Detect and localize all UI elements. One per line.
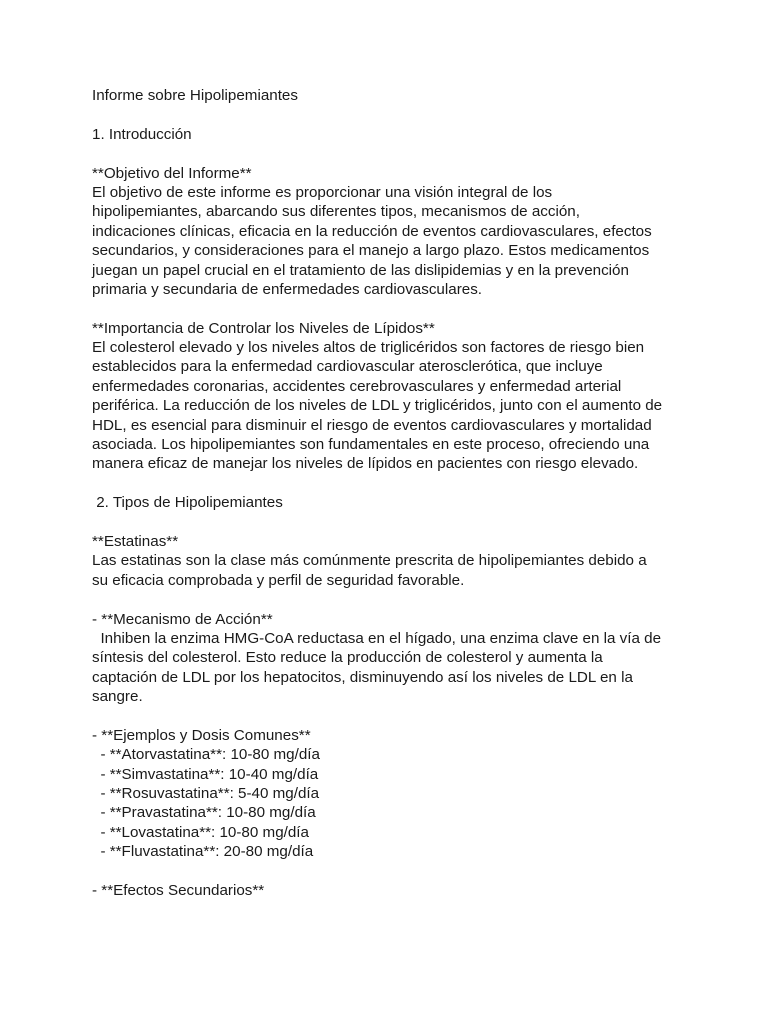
- mecanismo-line: captación de LDL por los hepatocitos, disminuyendo así los niveles de LDL en la: [92, 668, 633, 686]
- spacer: [92, 707, 692, 726]
- importancia-line: manera eficaz de manejar los niveles de lípidos en pacientes con riesgo elevado.: [92, 455, 639, 473]
- objetivo-line: juegan un papel crucial en el tratamiento de las dislipidemias y en la prevención: [92, 261, 629, 279]
- estatinas-line: su eficacia comprobada y perfil de seguridad favorable.: [92, 571, 465, 589]
- importancia-line: establecidos para la enfermedad cardiovascular aterosclerótica, que incluye: [92, 358, 603, 376]
- spacer: [92, 474, 692, 493]
- section-1-heading: 1. Introducción: [92, 125, 192, 143]
- importancia-line: periférica. La reducción de los niveles de LDL y triglicéridos, junto con el aumento de: [92, 397, 663, 415]
- ejemplos-item: - **Pravastatina**: 10-80 mg/día: [92, 804, 316, 822]
- ejemplos-item: - **Rosuvastatina**: 5-40 mg/día: [92, 785, 320, 803]
- efectos-heading: - **Efectos Secundarios**: [92, 882, 265, 900]
- objetivo-line: El objetivo de este informe es proporcionar una visión integral de los: [92, 183, 553, 201]
- importancia-line: asociada. Los hipolipemiantes son fundamentales en este proceso, ofreciendo una: [92, 436, 650, 454]
- spacer: [92, 590, 692, 609]
- spacer: [92, 144, 692, 163]
- importancia-line: El colesterol elevado y los niveles altos de triglicéridos son factores de riesgo bien: [92, 339, 645, 357]
- spacer: [92, 513, 692, 532]
- ejemplos-heading: - **Ejemplos y Dosis Comunes**: [92, 726, 311, 744]
- document-title: Informe sobre Hipolipemiantes: [92, 87, 298, 104]
- ejemplos-item: - **Fluvastatina**: 20-80 mg/día: [92, 843, 314, 861]
- section-2-heading: 2. Tipos de Hipolipemiantes: [92, 494, 283, 512]
- importancia-line: HDL, es esencial para disminuir el riesgo de eventos cardiovasculares y mortalidad: [92, 416, 652, 434]
- objetivo-line: secundarios, y consideraciones para el manejo a largo plazo. Estos medicamentos: [92, 242, 650, 260]
- importancia-line: enfermedades coronarias, accidentes cerebrovasculares y enfermedad arterial: [92, 377, 622, 395]
- mecanismo-line: sangre.: [92, 688, 143, 706]
- ejemplos-item: - **Lovastatina**: 10-80 mg/día: [92, 823, 309, 841]
- spacer: [92, 105, 692, 124]
- mecanismo-line: Inhiben la enzima HMG-CoA reductasa en el hígado, una enzima clave en la vía de: [92, 629, 662, 647]
- importancia-heading: **Importancia de Controlar los Niveles de Lípidos**: [92, 319, 435, 337]
- objetivo-line: primaria y secundaria de enfermedades cardiovasculares.: [92, 280, 483, 298]
- ejemplos-item: - **Atorvastatina**: 10-80 mg/día: [92, 746, 320, 764]
- objetivo-line: indicaciones clínicas, eficacia en la reducción de eventos cardiovasculares, efectos: [92, 222, 652, 240]
- spacer: [92, 862, 692, 881]
- mecanismo-heading: - **Mecanismo de Acción**: [92, 610, 273, 628]
- spacer: [92, 299, 692, 318]
- estatinas-heading: **Estatinas**: [92, 532, 179, 550]
- document-page: [92, 86, 692, 900]
- objetivo-line: hipolipemiantes, abarcando sus diferentes tipos, mecanismos de acción,: [92, 203, 580, 221]
- objetivo-heading: **Objetivo del Informe**: [92, 164, 252, 182]
- ejemplos-item: - **Simvastatina**: 10-40 mg/día: [92, 765, 319, 783]
- mecanismo-line: síntesis del colesterol. Esto reduce la producción de colesterol y aumenta la: [92, 649, 603, 667]
- estatinas-line: Las estatinas son la clase más comúnmente prescrita de hipolipemiantes debido a: [92, 552, 647, 570]
